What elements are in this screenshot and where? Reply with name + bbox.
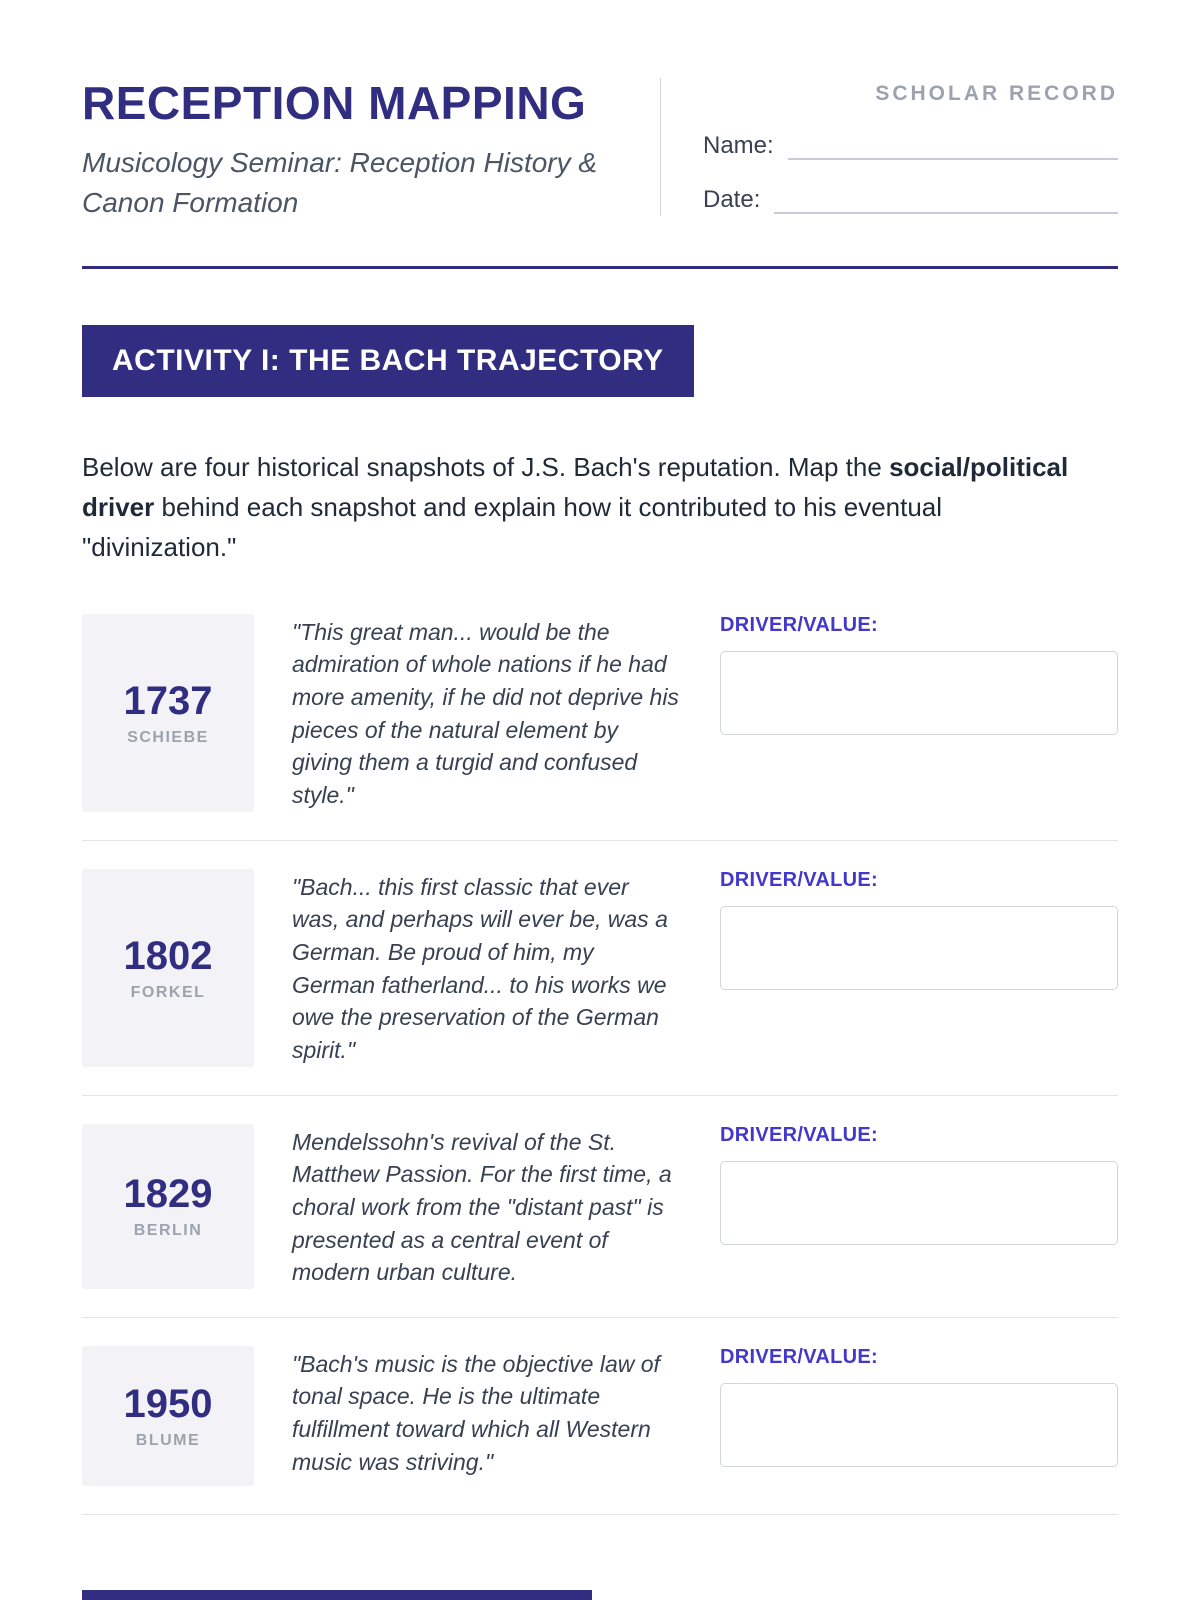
activity-banner: ACTIVITY I: THE BACH TRAJECTORY bbox=[82, 325, 694, 397]
scholar-record-block bbox=[661, 78, 1118, 224]
year-label: 1829 bbox=[123, 1172, 213, 1217]
row-divider bbox=[82, 840, 1118, 841]
date-field-row bbox=[703, 186, 1118, 214]
source-label: SCHIEBE bbox=[127, 728, 209, 746]
year-box bbox=[82, 869, 254, 1067]
date-label: Date: bbox=[703, 186, 761, 213]
driver-input-1829[interactable] bbox=[720, 1161, 1118, 1245]
snapshot-rows bbox=[82, 614, 1118, 1543]
header-left bbox=[82, 78, 642, 224]
intro-text-bold: social/political driver bbox=[82, 451, 1069, 523]
driver-value-label: DRIVER/VALUE: bbox=[720, 613, 878, 636]
page-subtitle: Musicology Seminar: Reception History & Canon Formation bbox=[82, 146, 598, 219]
row-divider bbox=[82, 1514, 1118, 1515]
quote-text: "Bach... this first classic that ever was, and perhaps will ever be, was a German. Be proud of him, my German fatherland... to his works we owe the preservation of the German spirit." bbox=[292, 873, 668, 1063]
year-label: 1950 bbox=[123, 1381, 213, 1426]
driver-input-1802[interactable] bbox=[720, 906, 1118, 990]
name-label: Name: bbox=[703, 132, 774, 159]
driver-input-1950[interactable] bbox=[720, 1383, 1118, 1467]
row-divider bbox=[82, 1095, 1118, 1096]
driver-column bbox=[720, 1124, 1118, 1289]
intro-text-prefix: Below are four historical snapshots of J.S. Bach's reputation. Map the bbox=[82, 451, 890, 482]
header-rule bbox=[82, 266, 1118, 269]
activity-intro bbox=[82, 447, 1092, 568]
quote-text: Mendelssohn's revival of the St. Matthew Passion. For the first time, a choral work from the "distant past" is presented as a central event of modern urban culture. bbox=[292, 1128, 672, 1286]
page-title: RECEPTION MAPPING bbox=[82, 77, 587, 129]
intro-text-suffix: behind each snapshot and explain how it contributed to his eventual "divinization." bbox=[82, 492, 943, 563]
driver-value-label: DRIVER/VALUE: bbox=[720, 868, 878, 891]
driver-column bbox=[720, 614, 1118, 812]
driver-input-1737[interactable] bbox=[720, 651, 1118, 735]
quote-text: "This great man... would be the admiration of whole nations if he had more amenity, if he did not deprive his pieces of the natural element by giving them a turgid and confused style." bbox=[292, 618, 679, 808]
source-label: BLUME bbox=[135, 1431, 201, 1449]
snapshot-row-1737 bbox=[82, 614, 1118, 812]
source-label: BERLIN bbox=[133, 1222, 203, 1240]
source-label: FORKEL bbox=[130, 983, 206, 1001]
snapshot-row-1950 bbox=[82, 1346, 1118, 1486]
driver-column bbox=[720, 1346, 1118, 1486]
driver-value-label: DRIVER/VALUE: bbox=[720, 1123, 878, 1146]
year-box bbox=[82, 1346, 254, 1486]
year-label: 1802 bbox=[123, 933, 213, 978]
year-box bbox=[82, 1124, 254, 1289]
row-divider bbox=[82, 1317, 1118, 1318]
name-input-line[interactable] bbox=[788, 134, 1118, 160]
driver-value-label: DRIVER/VALUE: bbox=[720, 1345, 878, 1368]
header bbox=[82, 78, 1118, 224]
snapshot-row-1829 bbox=[82, 1124, 1118, 1289]
driver-column bbox=[720, 869, 1118, 1067]
scholar-record-label: SCHOLAR RECORD bbox=[875, 82, 1118, 105]
date-input-line[interactable] bbox=[774, 188, 1118, 214]
name-field-row bbox=[703, 132, 1118, 160]
quote-text: "Bach's music is the objective law of tonal space. He is the ultimate fulfillment toward which all Western music was striving." bbox=[292, 1350, 660, 1475]
next-section-banner-top bbox=[82, 1590, 592, 1600]
snapshot-row-1802 bbox=[82, 869, 1118, 1067]
year-label: 1737 bbox=[123, 678, 213, 723]
year-box bbox=[82, 614, 254, 812]
